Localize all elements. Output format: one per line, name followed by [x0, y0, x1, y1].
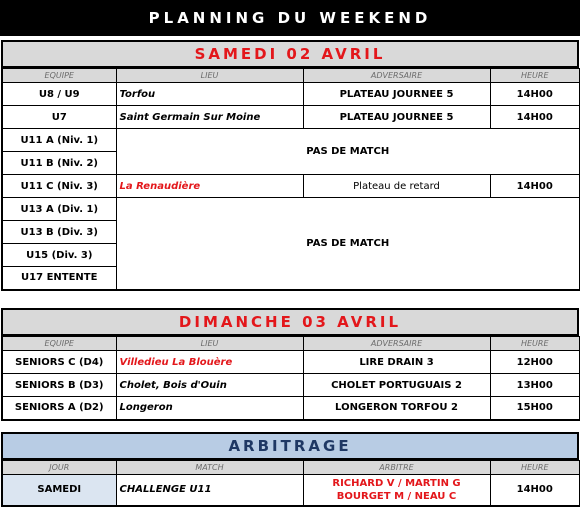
col-adversaire: ADVERSAIRE	[303, 337, 490, 351]
adversaire-cell: LIRE DRAIN 3	[303, 351, 490, 374]
heure-cell: 14H00	[490, 475, 580, 506]
heure-cell: 15H00	[490, 397, 580, 420]
heure-cell: 14H00	[490, 83, 580, 106]
table-row	[2, 351, 580, 374]
team-cell: U8 / U9	[2, 83, 116, 106]
table-row	[2, 83, 580, 106]
heure-cell: 14H00	[490, 175, 580, 198]
team-cell: SENIORS B (D3)	[2, 374, 116, 397]
table-row	[2, 475, 580, 506]
col-lieu: LIEU	[116, 337, 303, 351]
lieu-cell: Torfou	[116, 83, 303, 106]
team-cell: U17 ENTENTE	[2, 267, 116, 290]
lieu-cell: Cholet, Bois d'Ouin	[116, 374, 303, 397]
no-match-cell: PAS DE MATCH	[116, 198, 580, 290]
match-cell: CHALLENGE U11	[116, 475, 303, 506]
col-heure: HEURE	[490, 69, 580, 83]
arbitrage-header: ARBITRAGE	[1, 432, 579, 460]
table-row	[2, 106, 580, 129]
lieu-cell: Villedieu La Blouère	[116, 351, 303, 374]
col-match: MATCH	[116, 461, 303, 475]
arbitre-cell	[303, 475, 490, 506]
heure-cell: 12H00	[490, 351, 580, 374]
adversaire-cell: PLATEAU JOURNEE 5	[303, 83, 490, 106]
lieu-cell: Longeron	[116, 397, 303, 420]
team-cell: U11 C (Niv. 3)	[2, 175, 116, 198]
column-header-row	[2, 337, 580, 351]
team-cell: U15 (Div. 3)	[2, 244, 116, 267]
samedi-table	[1, 68, 580, 291]
samedi-header: SAMEDI 02 AVRIL	[1, 40, 579, 68]
col-adversaire: ADVERSAIRE	[303, 69, 490, 83]
col-heure: HEURE	[490, 337, 580, 351]
table-row	[2, 397, 580, 420]
team-cell: U11 A (Niv. 1)	[2, 129, 116, 152]
col-heure: HEURE	[490, 461, 580, 475]
team-cell: U13 A (Div. 1)	[2, 198, 116, 221]
table-row	[2, 129, 580, 152]
dimanche-section	[1, 308, 579, 421]
heure-cell: 13H00	[490, 374, 580, 397]
jour-cell: SAMEDI	[2, 475, 116, 506]
column-header-row	[2, 69, 580, 83]
samedi-section	[1, 40, 579, 291]
table-row	[2, 374, 580, 397]
col-arbitre: ARBITRE	[303, 461, 490, 475]
arbitrage-section	[1, 432, 579, 507]
adversaire-cell: Plateau de retard	[303, 175, 490, 198]
team-cell: SENIORS C (D4)	[2, 351, 116, 374]
no-match-cell: PAS DE MATCH	[116, 129, 580, 175]
arbitrage-table	[1, 460, 580, 507]
team-cell: U11 B (Niv. 2)	[2, 152, 116, 175]
adversaire-cell: LONGERON TORFOU 2	[303, 397, 490, 420]
lieu-cell: Saint Germain Sur Moine	[116, 106, 303, 129]
arbitre-line-1: RICHARD V / MARTIN G	[332, 477, 461, 489]
team-cell: U13 B (Div. 3)	[2, 221, 116, 244]
adversaire-cell: PLATEAU JOURNEE 5	[303, 106, 490, 129]
heure-cell: 14H00	[490, 106, 580, 129]
table-row	[2, 175, 580, 198]
dimanche-table	[1, 336, 580, 421]
table-row	[2, 198, 580, 221]
col-equipe: EQUIPE	[2, 337, 116, 351]
team-cell: U7	[2, 106, 116, 129]
adversaire-cell: CHOLET PORTUGUAIS 2	[303, 374, 490, 397]
page-title: PLANNING DU WEEKEND	[0, 0, 580, 36]
team-cell: SENIORS A (D2)	[2, 397, 116, 420]
col-lieu: LIEU	[116, 69, 303, 83]
column-header-row	[2, 461, 580, 475]
dimanche-header: DIMANCHE 03 AVRIL	[1, 308, 579, 336]
col-equipe: EQUIPE	[2, 69, 116, 83]
col-jour: JOUR	[2, 461, 116, 475]
lieu-cell: La Renaudière	[116, 175, 303, 198]
arbitre-line-2: BOURGET M / NEAU C	[336, 490, 457, 502]
